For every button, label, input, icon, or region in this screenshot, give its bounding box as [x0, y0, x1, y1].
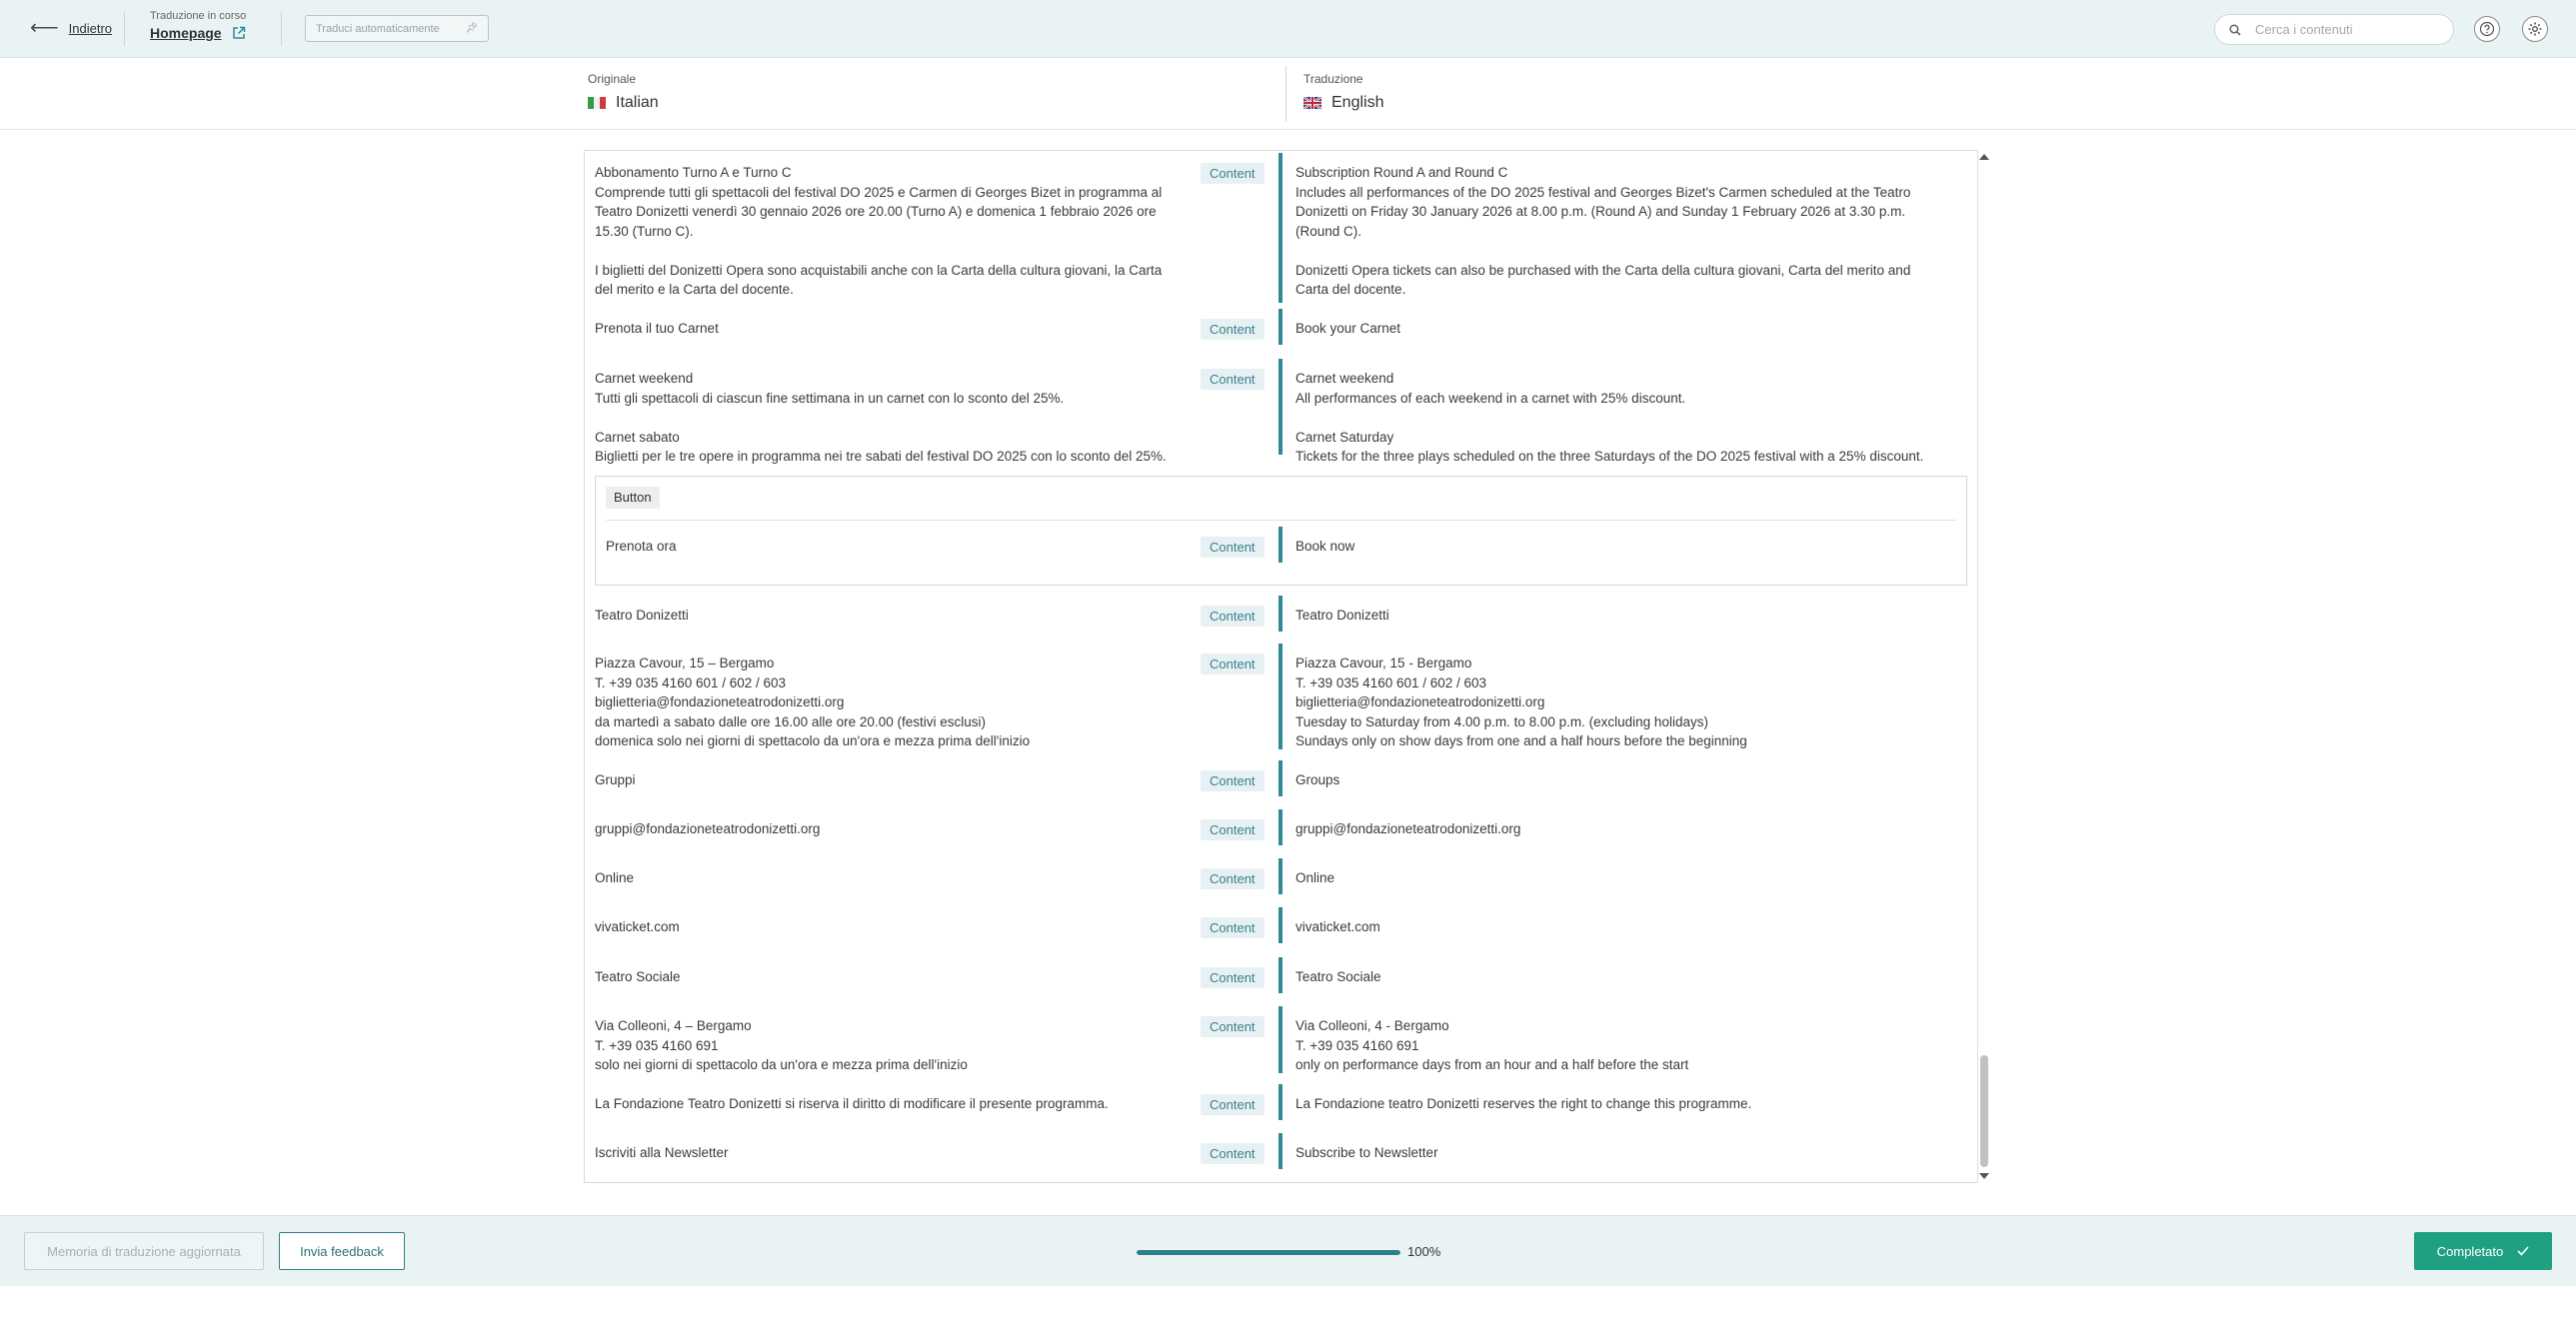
- translation-line: Book your Carnet: [1295, 321, 1401, 336]
- translation-line: Includes all performances of the DO 2025 festival and Georges Bizet's Carmen scheduled at the Teatro: [1295, 184, 1911, 200]
- translation-line: Carta del docente.: [1295, 282, 1406, 297]
- source-line: domenica solo nei giorni di spettacolo da un'ora e mezza prima dell'inizio: [595, 733, 1031, 748]
- segment-status-bar: [1279, 858, 1283, 894]
- translation-text[interactable]: [1295, 1143, 1955, 1163]
- source-line: La Fondazione Teatro Donizetti si riserva il diritto di modificare il presente programma.: [595, 1096, 1109, 1111]
- source-line: Gruppi: [595, 772, 636, 787]
- source-line: Piazza Cavour, 15 – Bergamo: [595, 656, 775, 670]
- segment-status-bar: [1279, 957, 1283, 993]
- source-line: del merito e la Carta del docente.: [595, 282, 794, 297]
- source-line: Carnet weekend: [595, 371, 694, 386]
- translation-text[interactable]: [1295, 163, 1955, 300]
- settings-button[interactable]: [2522, 16, 2548, 42]
- segment-status-bar: [1279, 644, 1283, 749]
- translation-line: Teatro Sociale: [1295, 969, 1381, 984]
- translation-line: Teatro Donizetti: [1295, 608, 1389, 623]
- translation-line: La Fondazione teatro Donizetti reserves the right to change this programme.: [1295, 1096, 1752, 1111]
- translation-text[interactable]: [1295, 319, 1955, 339]
- source-line: Carnet sabato: [595, 429, 680, 445]
- source-language: [588, 72, 659, 112]
- content-type-badge[interactable]: Content: [1201, 819, 1265, 840]
- translation-line: T. +39 035 4160 601 / 602 / 603: [1295, 674, 1487, 690]
- target-language-label: Traduzione: [1303, 72, 1363, 86]
- language-header: [0, 58, 2576, 130]
- content-type-badge[interactable]: Content: [1201, 537, 1265, 558]
- translation-line: Online: [1295, 870, 1335, 885]
- translation-line: Subscription Round A and Round C: [1295, 165, 1508, 180]
- scroll-up-arrow-icon[interactable]: [1979, 154, 1989, 160]
- search-box[interactable]: [2214, 14, 2454, 45]
- source-line: Prenota il tuo Carnet: [595, 321, 719, 336]
- top-bar: [0, 0, 2576, 58]
- divider: [606, 520, 1956, 521]
- source-text: [595, 868, 1195, 888]
- source-text: [595, 606, 1195, 626]
- translation-line: vivaticket.com: [1295, 919, 1380, 934]
- source-text: [595, 770, 1195, 790]
- auto-translate-label: Traduci automaticamente: [316, 22, 440, 35]
- translation-line: Sundays only on show days from one and a half hours before the beginning: [1295, 733, 1747, 748]
- segment-status-bar: [1279, 309, 1283, 345]
- source-line: Teatro Donizetti venerdì 30 gennaio 2026 ore 20.00 (Turno A) e domenica 1 febbraio 2026 ore: [595, 204, 1157, 219]
- arrow-left-icon: ⟵: [30, 17, 59, 39]
- scrollbar-thumb[interactable]: [1980, 1055, 1988, 1167]
- complete-label: Completato: [2436, 1243, 2504, 1259]
- translation-line: Via Colleoni, 4 - Bergamo: [1295, 1018, 1449, 1033]
- translation-status: [150, 10, 246, 41]
- content-type-badge[interactable]: Content: [1201, 369, 1265, 390]
- segment-status-bar: [1279, 809, 1283, 845]
- source-line: T. +39 035 4160 601 / 602 / 603: [595, 674, 787, 690]
- source-text: [595, 819, 1195, 839]
- footer-bar: [0, 1215, 2576, 1286]
- segment-status-bar: [1279, 1084, 1283, 1120]
- source-line: biglietteria@fondazioneteatrodonizetti.org: [595, 694, 845, 709]
- target-language-name: English: [1331, 94, 1384, 111]
- source-text: [595, 967, 1195, 987]
- content-type-badge[interactable]: Content: [1201, 770, 1265, 791]
- source-line: Teatro Donizetti: [595, 608, 689, 623]
- translation-line: Groups: [1295, 772, 1340, 787]
- pin-icon: 📌︎: [465, 23, 478, 34]
- source-line: da martedì a sabato dalle ore 16.00 alle ore 20.00 (festivi esclusi): [595, 713, 986, 729]
- segment-status-bar: [1279, 760, 1283, 796]
- check-icon: [2517, 1246, 2529, 1256]
- source-text: [595, 1016, 1195, 1075]
- source-line: Iscriviti alla Newsletter: [595, 1145, 729, 1160]
- translation-text[interactable]: [1295, 770, 1955, 790]
- page-name-link[interactable]: Homepage: [150, 25, 222, 41]
- source-line: vivaticket.com: [595, 919, 680, 934]
- source-line: T. +39 035 4160 691: [595, 1037, 719, 1053]
- source-line: Tutti gli spettacoli di ciascun fine settimana in un carnet con lo sconto del 25%.: [595, 390, 1065, 406]
- source-line: Comprende tutti gli spettacoli del festival DO 2025 e Carmen di Georges Bizet in programma al: [595, 184, 1163, 200]
- divider: [124, 12, 125, 46]
- target-language: [1303, 72, 1383, 112]
- segments-panel: [584, 150, 1978, 1183]
- translation-text[interactable]: [1295, 967, 1955, 987]
- translation-memory-button[interactable]: Memoria di traduzione aggiornata: [24, 1232, 264, 1270]
- translation-line: Tickets for the three plays scheduled on the three Saturdays of the DO 2025 festival with a 25% discount.: [1295, 449, 1924, 464]
- scroll-down-arrow-icon[interactable]: [1979, 1173, 1989, 1179]
- source-line: Teatro Sociale: [595, 969, 681, 984]
- segment-status-bar: [1279, 359, 1283, 455]
- content-type-badge[interactable]: Content: [1201, 917, 1265, 938]
- source-text: [595, 319, 1195, 339]
- translation-line: T. +39 035 4160 691: [1295, 1037, 1419, 1053]
- complete-button[interactable]: [2414, 1232, 2552, 1270]
- translation-line: [1295, 241, 1955, 261]
- content-type-badge[interactable]: Content: [1201, 319, 1265, 340]
- translation-line: Carnet weekend: [1295, 371, 1394, 386]
- translation-line: Book now: [1295, 539, 1355, 554]
- source-text: [606, 537, 1206, 557]
- progress-bar: [1137, 1250, 1400, 1255]
- content-type-badge[interactable]: Content: [1201, 1094, 1265, 1115]
- translation-line: All performances of each weekend in a carnet with 25% discount.: [1295, 390, 1686, 406]
- progress-fill: [1137, 1250, 1400, 1255]
- auto-translate-button[interactable]: [305, 15, 489, 42]
- question-icon: [2479, 21, 2495, 37]
- gear-icon: [2527, 21, 2543, 37]
- segment-status-bar: [1279, 153, 1283, 303]
- content-type-badge[interactable]: Content: [1201, 868, 1265, 889]
- content-type-badge[interactable]: Content: [1201, 163, 1265, 184]
- translation-text[interactable]: [1295, 819, 1955, 839]
- source-text: [595, 1143, 1195, 1163]
- source-text: [595, 369, 1195, 467]
- status-label: Traduzione in corso: [150, 10, 247, 22]
- translation-line: Donizetti Opera tickets can also be purchased with the Carta della cultura giovani, Carta del merito and: [1295, 262, 1911, 278]
- source-line: I biglietti del Donizetti Opera sono acquistabili anche con la Carta della cultura giovani, la Carta: [595, 262, 1163, 278]
- translation-line: (Round C).: [1295, 223, 1362, 239]
- source-language-label: Originale: [588, 72, 637, 86]
- send-feedback-button[interactable]: Invia feedback: [279, 1232, 405, 1270]
- search-input[interactable]: [2253, 21, 2437, 38]
- translation-line: only on performance days from an hour and a half before the start: [1295, 1057, 1689, 1072]
- translation-text[interactable]: [1295, 369, 1955, 467]
- source-text: [595, 163, 1195, 300]
- content-type-badge[interactable]: Content: [1201, 654, 1265, 674]
- segment-status-bar: [1279, 1006, 1283, 1073]
- scrollbar[interactable]: [1977, 150, 1989, 1183]
- source-line: Via Colleoni, 4 – Bergamo: [595, 1018, 752, 1033]
- help-button[interactable]: [2474, 16, 2500, 42]
- page-link[interactable]: [150, 25, 246, 41]
- source-line: Abbonamento Turno A e Turno C: [595, 165, 792, 180]
- segment-status-bar: [1279, 907, 1283, 943]
- translation-text[interactable]: [1295, 1016, 1955, 1075]
- translation-text[interactable]: [1295, 537, 1955, 557]
- italy-flag-icon: [588, 97, 606, 109]
- translation-line: gruppi@fondazioneteatrodonizetti.org: [1295, 821, 1521, 836]
- source-line: [595, 241, 1195, 261]
- translation-line: [1295, 408, 1955, 428]
- translation-text[interactable]: [1295, 868, 1955, 888]
- translation-text[interactable]: [1295, 606, 1955, 626]
- uk-flag-icon: [1303, 97, 1321, 109]
- source-line: solo nei giorni di spettacolo da un'ora e mezza prima dell'inizio: [595, 1057, 968, 1072]
- translation-text[interactable]: [1295, 654, 1955, 751]
- translation-line: biglietteria@fondazioneteatrodonizetti.org: [1295, 694, 1545, 709]
- source-line: 15.30 (Turno C).: [595, 223, 694, 239]
- source-language-name: Italian: [616, 94, 659, 111]
- group-tag: Button: [606, 487, 660, 509]
- segment-status-bar: [1279, 1133, 1283, 1169]
- content-type-badge[interactable]: Content: [1201, 1143, 1265, 1164]
- source-line: Prenota ora: [606, 539, 677, 554]
- source-text: [595, 917, 1195, 937]
- search-icon: [2229, 24, 2241, 36]
- source-line: Online: [595, 870, 635, 885]
- source-line: gruppi@fondazioneteatrodonizetti.org: [595, 821, 821, 836]
- progress-label: 100%: [1407, 1244, 1441, 1259]
- translation-line: Piazza Cavour, 15 - Bergamo: [1295, 656, 1472, 670]
- external-link-icon[interactable]: [232, 26, 246, 40]
- source-line: [595, 408, 1195, 428]
- divider: [1286, 66, 1287, 122]
- content-type-badge[interactable]: Content: [1201, 1016, 1265, 1037]
- translation-line: Donizetti on Friday 30 January 2026 at 8.00 p.m. (Round A) and Sunday 1 February 2026 at 3.30 p.m.: [1295, 204, 1906, 219]
- segment-status-bar: [1279, 527, 1283, 563]
- back-label: Indietro: [68, 20, 113, 36]
- source-line: Biglietti per le tre opere in programma nei tre sabati del festival DO 2025 con lo sconto del 25%.: [595, 449, 1167, 464]
- back-button[interactable]: [30, 18, 112, 38]
- translation-text[interactable]: [1295, 917, 1955, 937]
- segment-status-bar: [1279, 596, 1283, 632]
- source-text: [595, 1094, 1195, 1114]
- content-type-badge[interactable]: Content: [1201, 606, 1265, 627]
- content-type-badge[interactable]: Content: [1201, 967, 1265, 988]
- translation-line: Subscribe to Newsletter: [1295, 1145, 1438, 1160]
- translation-text[interactable]: [1295, 1094, 1955, 1114]
- translation-line: Carnet Saturday: [1295, 429, 1394, 445]
- divider: [281, 12, 282, 46]
- source-text: [595, 654, 1195, 751]
- translation-line: Tuesday to Saturday from 4.00 p.m. to 8.00 p.m. (excluding holidays): [1295, 713, 1708, 729]
